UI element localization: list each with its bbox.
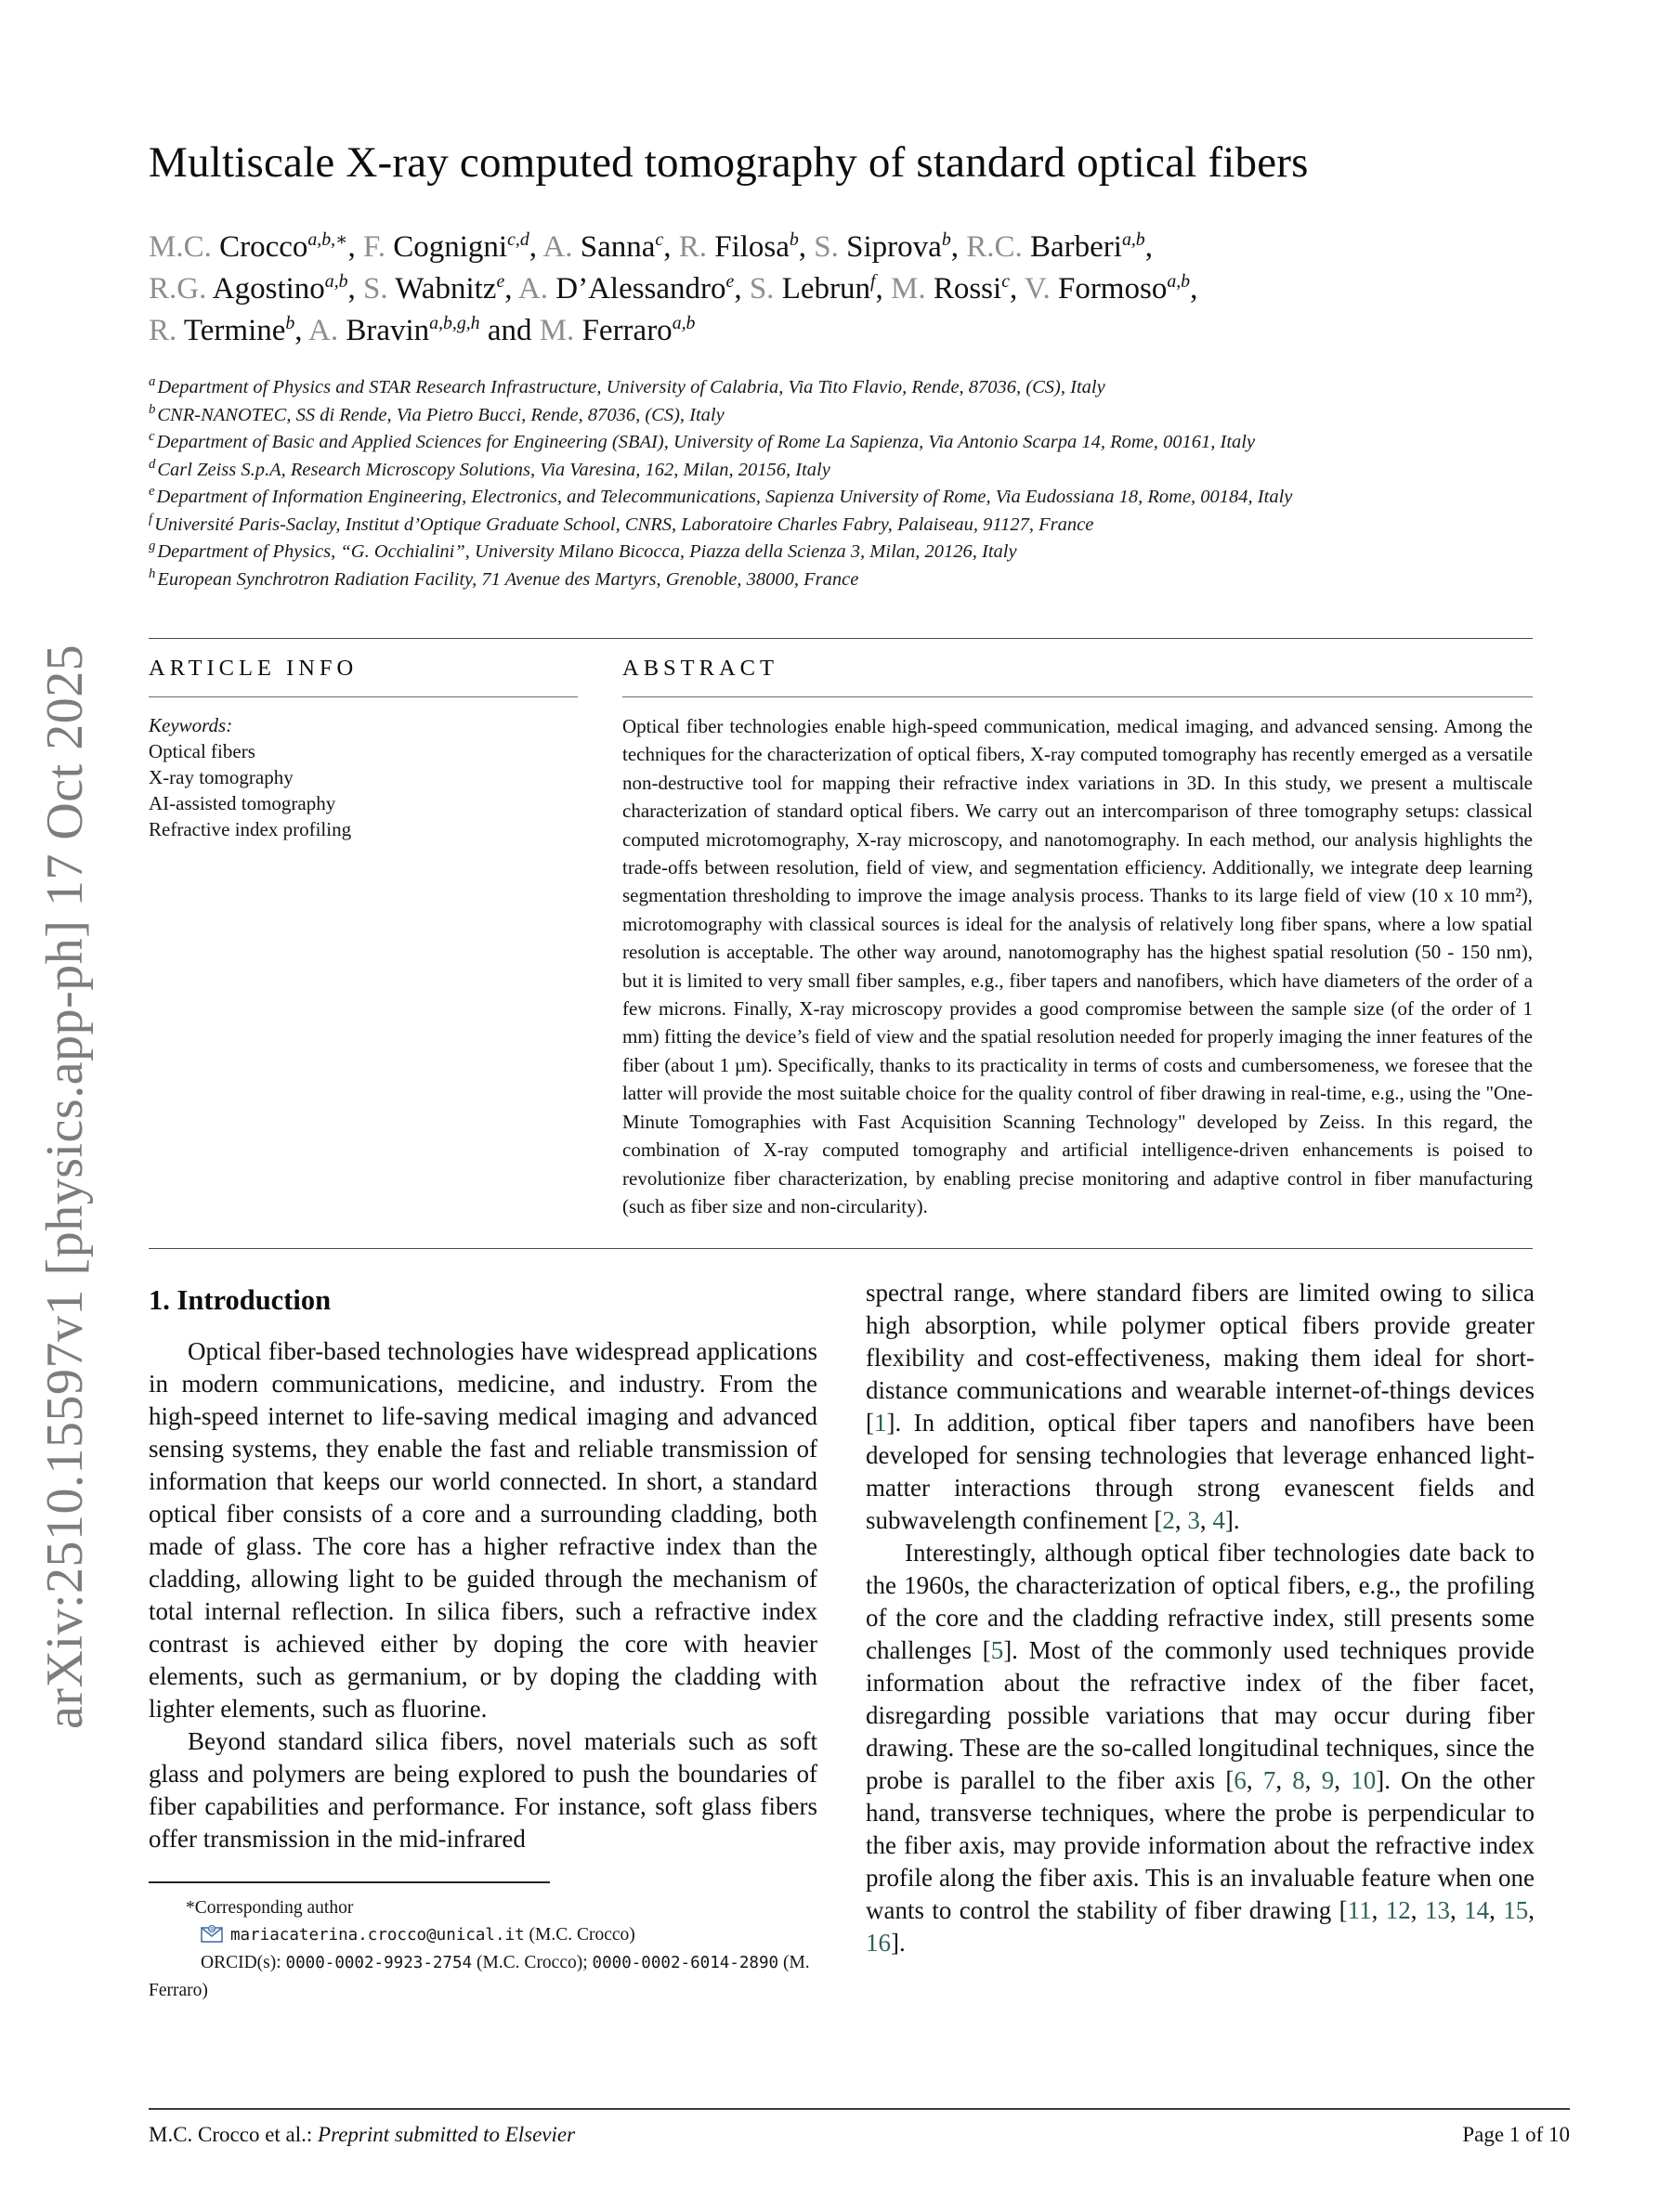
right-column <box>866 1277 1535 2004</box>
orcid-owner-1: (M.C. Crocco); <box>472 1953 593 1973</box>
footnote-divider <box>149 1881 550 1883</box>
keyword-item: Optical fibers <box>149 740 255 762</box>
text-segment: e <box>496 271 505 292</box>
text-segment: , <box>529 230 543 264</box>
affiliation-text: Department of Basic and Applied Sciences for Engineering (SBAI), University of Rome La Sapienza, Via Antonio Scarpa 14, Rome, 00161, Italy <box>156 432 1256 452</box>
text-segment: , <box>663 230 679 264</box>
affiliation-marker: d <box>149 456 156 472</box>
text-segment: , <box>1246 1766 1263 1795</box>
text-segment: , <box>1144 230 1153 264</box>
affiliation-marker: f <box>149 511 153 527</box>
email-link[interactable]: mariacaterina.crocco@unical.it <box>230 1926 525 1945</box>
citation-link[interactable]: 11 <box>1347 1896 1372 1925</box>
citation-link[interactable]: 13 <box>1424 1896 1450 1925</box>
text-segment: , <box>1275 1766 1293 1795</box>
text-segment: R.C. <box>966 230 1023 264</box>
citation-link[interactable]: 3 <box>1187 1506 1200 1535</box>
text-segment: , <box>1190 272 1198 306</box>
keywords-block <box>149 712 578 842</box>
footer-page-number: Page 1 of 10 <box>1462 2123 1570 2146</box>
affiliation-c <box>149 429 1570 457</box>
svg-text:@: @ <box>208 1925 216 1933</box>
citation-link[interactable]: 15 <box>1503 1896 1529 1925</box>
text-segment: ]. <box>1224 1506 1240 1535</box>
text-segment: , <box>347 272 364 306</box>
citation-link[interactable]: 16 <box>866 1929 891 1958</box>
author-line-1 <box>149 227 1570 268</box>
affiliation-text: Department of Physics, “G. Occhialini”, University Milano Bicocca, Piazza della Scienza 3, Milan, 20126, Italy <box>157 541 1017 562</box>
text-segment: b <box>941 229 951 250</box>
text-segment: S. <box>749 272 775 306</box>
text-segment: Bravin <box>338 314 430 347</box>
affiliation-d <box>149 457 1570 485</box>
affiliation-list <box>149 374 1570 593</box>
paper-title: Multiscale X-ray computed tomography of standard optical fibers <box>149 138 1309 187</box>
text-segment: , <box>1449 1896 1465 1925</box>
arxiv-watermark: arXiv:2510.15597v1 [physics.app-ph] 17 Oct 2025 <box>36 644 94 1729</box>
text-segment: Wabnitz <box>387 272 497 306</box>
text-segment: c,d <box>507 229 529 250</box>
text-segment: c <box>1001 271 1010 292</box>
keywords-label: Keywords: <box>149 714 233 736</box>
text-segment: , <box>734 272 750 306</box>
text-segment: M. <box>539 314 575 347</box>
text-segment: , <box>950 230 967 264</box>
affiliation-text: CNR-NANOTEC, SS di Rende, Via Pietro Bucci, Rende, 87036, (CS), Italy <box>157 404 725 425</box>
affiliation-g <box>149 539 1570 566</box>
text-segment: S. <box>363 272 388 306</box>
abstract-text: Optical fiber technologies enable high-speed communication, medical imaging, and advanced sensing. Among the techniques for the characterization of optical fibers, X-ray computed tomography has recently emerged as a versatile non-destructive tool for mapping their refractive index variations in 3D. In this study, we present a multiscale characterization of standard optical fibers. We carry out an intercomparison of three tomography setups: classical computed microtomography, X-ray microscopy, and nanotomography. In each method, our analysis highlights the trade-offs between resolution, field of view, and segmentation efficiency. Additionally, we integrate deep learning segmentation thresholding to improve the image analysis process. Thanks to its large field of view (10 x 10 mm²), microtomography with classical sources is ideal for the analysis of relatively long fiber spans, where a low spatial resolution is acceptable. The other way around, nanotomography has the highest spatial resolution (50 - 150 nm), but it is limited to very small fiber samples, e.g., fiber tapers and nanofibers, which have diameters of the order of a few microns. Finally, X-ray microscopy provides a good compromise between the sample size (of the order of 1 mm) fitting the device’s field of view and the spatial resolution needed for properly imaging the inner features of the fiber (about 1 µm). Specifically, thanks to its practicality in terms of costs and cumbersomeness, we foresee that the latter will provide the most suitable choice for the quality control of fiber drawing in real-time, e.g., using the "One-Minute Tomographies with Fast Acquisition Scanning Technology" developed by Zeiss. In this regard, the combination of X-ray computed tomography and artificial intelligence-driven enhancements is poised to revolutionize fiber characterization, by enabling precise monitoring and adaptive control in fiber manufacturing (such as fiber size and non-circularity). <box>622 715 1533 1217</box>
citation-link[interactable]: 5 <box>990 1636 1004 1665</box>
info-abstract-block <box>149 656 1533 1220</box>
text-segment: , <box>798 230 815 264</box>
article-info-rule <box>149 696 578 697</box>
affiliation-marker: b <box>149 401 156 417</box>
email-line <box>149 1921 817 1949</box>
citation-link[interactable]: 6 <box>1234 1766 1247 1795</box>
text-segment: F. <box>363 230 385 264</box>
footer-preprint-note: Preprint submitted to Elsevier <box>318 2123 576 2146</box>
citation-link[interactable]: 10 <box>1351 1766 1377 1795</box>
author-line-2 <box>149 268 1570 310</box>
email-owner: (M.C. Crocco) <box>524 1925 635 1945</box>
article-info-header: ARTICLE INFO <box>149 656 359 681</box>
abstract-header: ABSTRACT <box>622 656 778 681</box>
footer-running-head: M.C. Crocco et al.: <box>149 2123 319 2146</box>
text-segment: , <box>294 314 308 347</box>
text-segment: Siprova <box>838 230 942 264</box>
author-list <box>149 227 1570 352</box>
body-columns <box>149 1277 1535 2004</box>
article-info-column <box>149 656 578 1220</box>
text-segment: a,b <box>672 313 696 333</box>
text-segment: M. <box>890 272 926 306</box>
text-segment: A. <box>517 272 548 306</box>
text-segment: , <box>1199 1506 1213 1535</box>
text-segment: a,b <box>1167 271 1191 292</box>
affiliation-text: Carl Zeiss S.p.A, Research Microscopy Solutions, Via Varesina, 162, Milan, 20156, Italy <box>157 459 830 480</box>
body-paragraph-2 <box>866 1537 1535 1959</box>
affiliation-text: Department of Physics and STAR Research Infrastructure, University of Calabria, Via Tito Flavio, Rende, 87036, (CS), Italy <box>157 377 1105 397</box>
orcid-label: ORCID(s): <box>201 1953 286 1973</box>
text-segment: a,b <box>1121 229 1145 250</box>
affiliation-marker: a <box>149 374 156 390</box>
text-segment: , <box>1410 1896 1425 1925</box>
text-segment: ]. <box>891 1929 906 1958</box>
text-segment: Ferraro <box>574 314 673 347</box>
text-segment: , <box>1334 1766 1352 1795</box>
keyword-item: AI-assisted tomography <box>149 792 336 814</box>
affiliation-marker: e <box>149 484 155 500</box>
text-segment: Termine <box>176 314 286 347</box>
text-segment: and <box>479 314 540 347</box>
author-line-3 <box>149 310 1570 352</box>
footer-left <box>149 2123 575 2147</box>
citation-link[interactable]: 12 <box>1385 1896 1411 1925</box>
affiliation-h <box>149 566 1570 594</box>
page-content <box>149 0 1570 2004</box>
text-segment: M.C. <box>149 230 212 264</box>
text-segment: , <box>1009 272 1025 306</box>
top-divider <box>149 638 1533 639</box>
text-segment: A. <box>307 314 339 347</box>
keyword-item: Refractive index profiling <box>149 818 352 840</box>
text-segment: Formoso <box>1050 272 1168 306</box>
affiliation-b <box>149 402 1570 430</box>
affiliation-marker: h <box>149 566 156 581</box>
text-segment: ]. On the other hand, transverse techniques, where the probe is perpendicular to the fiber axis, may provide information about the refractive index profile along the fiber axis. This is an invaluable feature when one wants to control the stability of fiber drawing [ <box>866 1766 1535 1925</box>
citation-link[interactable]: 7 <box>1262 1766 1276 1795</box>
text-segment: Filosa <box>706 230 790 264</box>
body-paragraph-continuation <box>866 1277 1535 1537</box>
text-segment: b <box>789 229 799 250</box>
orcid-id-2[interactable]: 0000-0002-6014-2890 <box>592 1954 779 1973</box>
section-heading-introduction: 1. Introduction <box>149 1284 332 1317</box>
citation-link[interactable]: 9 <box>1321 1766 1335 1795</box>
citation-link[interactable]: 8 <box>1292 1766 1305 1795</box>
text-segment: a,b <box>324 271 348 292</box>
footnote-block <box>149 1894 817 2004</box>
affiliation-a <box>149 374 1570 402</box>
text-segment: , <box>1174 1506 1188 1535</box>
text-segment: , <box>1528 1896 1535 1925</box>
keyword-item: X-ray tomography <box>149 766 294 788</box>
mid-divider <box>149 1248 1533 1249</box>
text-segment: spectral range, where standard fibers are limited owing to silica high absorption, while polymer optical fibers provide greater flexibility and cost-effectiveness, making them ideal for short-distance communications and wearable internet-of-things devices [ <box>866 1279 1535 1438</box>
text-segment: b <box>285 313 295 333</box>
text-segment: Sanna <box>572 230 656 264</box>
text-segment: ]. Most of the commonly used techniques provide information about the refractive index of the fiber facet, disregarding possible variations that may occur during fiber drawing. These are the so-called longitudinal techniques, since the probe is parallel to the fiber axis [ <box>866 1636 1535 1795</box>
text-segment: R. <box>149 314 177 347</box>
text-segment: Barberi <box>1022 230 1122 264</box>
citation-link[interactable]: 1 <box>874 1409 887 1438</box>
left-column <box>149 1277 817 2004</box>
text-segment: ]. In addition, optical fiber tapers and nanofibers have been developed for sensing technologies that leverage enhanced light-matter interactions through strong evanescent fields and subwavelength confinement [ <box>866 1409 1535 1535</box>
text-segment: , <box>504 272 518 306</box>
text-segment: V. <box>1024 272 1051 306</box>
text-segment: f <box>869 271 876 292</box>
text-segment: Lebrun <box>774 272 870 306</box>
text-segment: D’Alessandro <box>548 272 726 306</box>
text-segment: Cognigni <box>385 230 508 264</box>
corresponding-author-note: *Corresponding author <box>186 1898 354 1919</box>
text-segment: Agostino <box>206 272 325 306</box>
text-segment: R.G. <box>149 272 207 306</box>
text-segment: a,b,g,h <box>429 313 480 333</box>
intro-paragraph-2: Beyond standard silica fibers, novel materials such as soft glass and polymers are being explored to push the boundaries of fiber capabilities and performance. For instance, soft glass fibers offer transmission in the mid-infrared <box>149 1727 817 1854</box>
affiliation-e <box>149 484 1570 512</box>
affiliation-f <box>149 512 1570 540</box>
text-segment: Interestingly, although optical fiber technologies date back to the 1960s, the characterization of optical fibers, e.g., the profiling of the core and the cladding refractive index, still presents some challenges [ <box>866 1539 1535 1665</box>
affiliation-marker: c <box>149 429 155 445</box>
citation-link[interactable]: 4 <box>1212 1506 1225 1535</box>
orcid-line <box>149 1949 817 2004</box>
text-segment: , <box>1371 1896 1386 1925</box>
text-segment: c <box>655 229 664 250</box>
text-segment: e <box>725 271 735 292</box>
text-segment: , <box>1489 1896 1504 1925</box>
text-segment: Crocco <box>211 230 308 264</box>
text-segment: Rossi <box>925 272 1002 306</box>
text-segment: a,b,∗ <box>307 229 348 250</box>
text-segment: , <box>1304 1766 1322 1795</box>
affiliation-marker: g <box>149 539 156 554</box>
text-segment: , <box>875 272 891 306</box>
text-segment: S. <box>814 230 839 264</box>
abstract-column <box>622 656 1533 1220</box>
text-segment: A. <box>542 230 573 264</box>
email-icon <box>201 1925 223 1943</box>
orcid-owner-2: (M. Ferraro) <box>149 1953 810 2001</box>
intro-paragraph-1: Optical fiber-based technologies have widespread applications in modern communications, medicine, and industry. From the high-speed internet to life-saving medical imaging and advanced sensing systems, they enable the fast and reliable transmission of information that keeps our world connected. In short, a standard optical fiber consists of a core and a surrounding cladding, both made of glass. The core has a higher refractive index than the cladding, allowing light to be guided through the mechanism of total internal reflection. In silica fibers, such a refractive index contrast is achieved either by doping the core with heavier elements, such as germanium, or by doping the cladding with lighter elements, such as fluorine. <box>149 1337 817 1724</box>
orcid-id-1[interactable]: 0000-0002-9923-2754 <box>285 1954 473 1973</box>
affiliation-text: Department of Information Engineering, Electronics, and Telecommunications, Sapienza University of Rome, Via Eudossiana 18, Rome, 00184, Italy <box>156 487 1293 507</box>
citation-link[interactable]: 2 <box>1162 1506 1175 1535</box>
affiliation-text: Université Paris-Saclay, Institut d’Optique Graduate School, CNRS, Laboratoire Charles Fabry, Palaiseau, 91127, France <box>154 514 1094 535</box>
citation-link[interactable]: 14 <box>1464 1896 1490 1925</box>
page-footer <box>149 2108 1570 2147</box>
abstract-rule <box>622 696 1533 697</box>
text-segment: R. <box>678 230 707 264</box>
text-segment: , <box>347 230 364 264</box>
affiliation-text: European Synchrotron Radiation Facility, 71 Avenue des Martyrs, Grenoble, 38000, France <box>157 568 859 590</box>
